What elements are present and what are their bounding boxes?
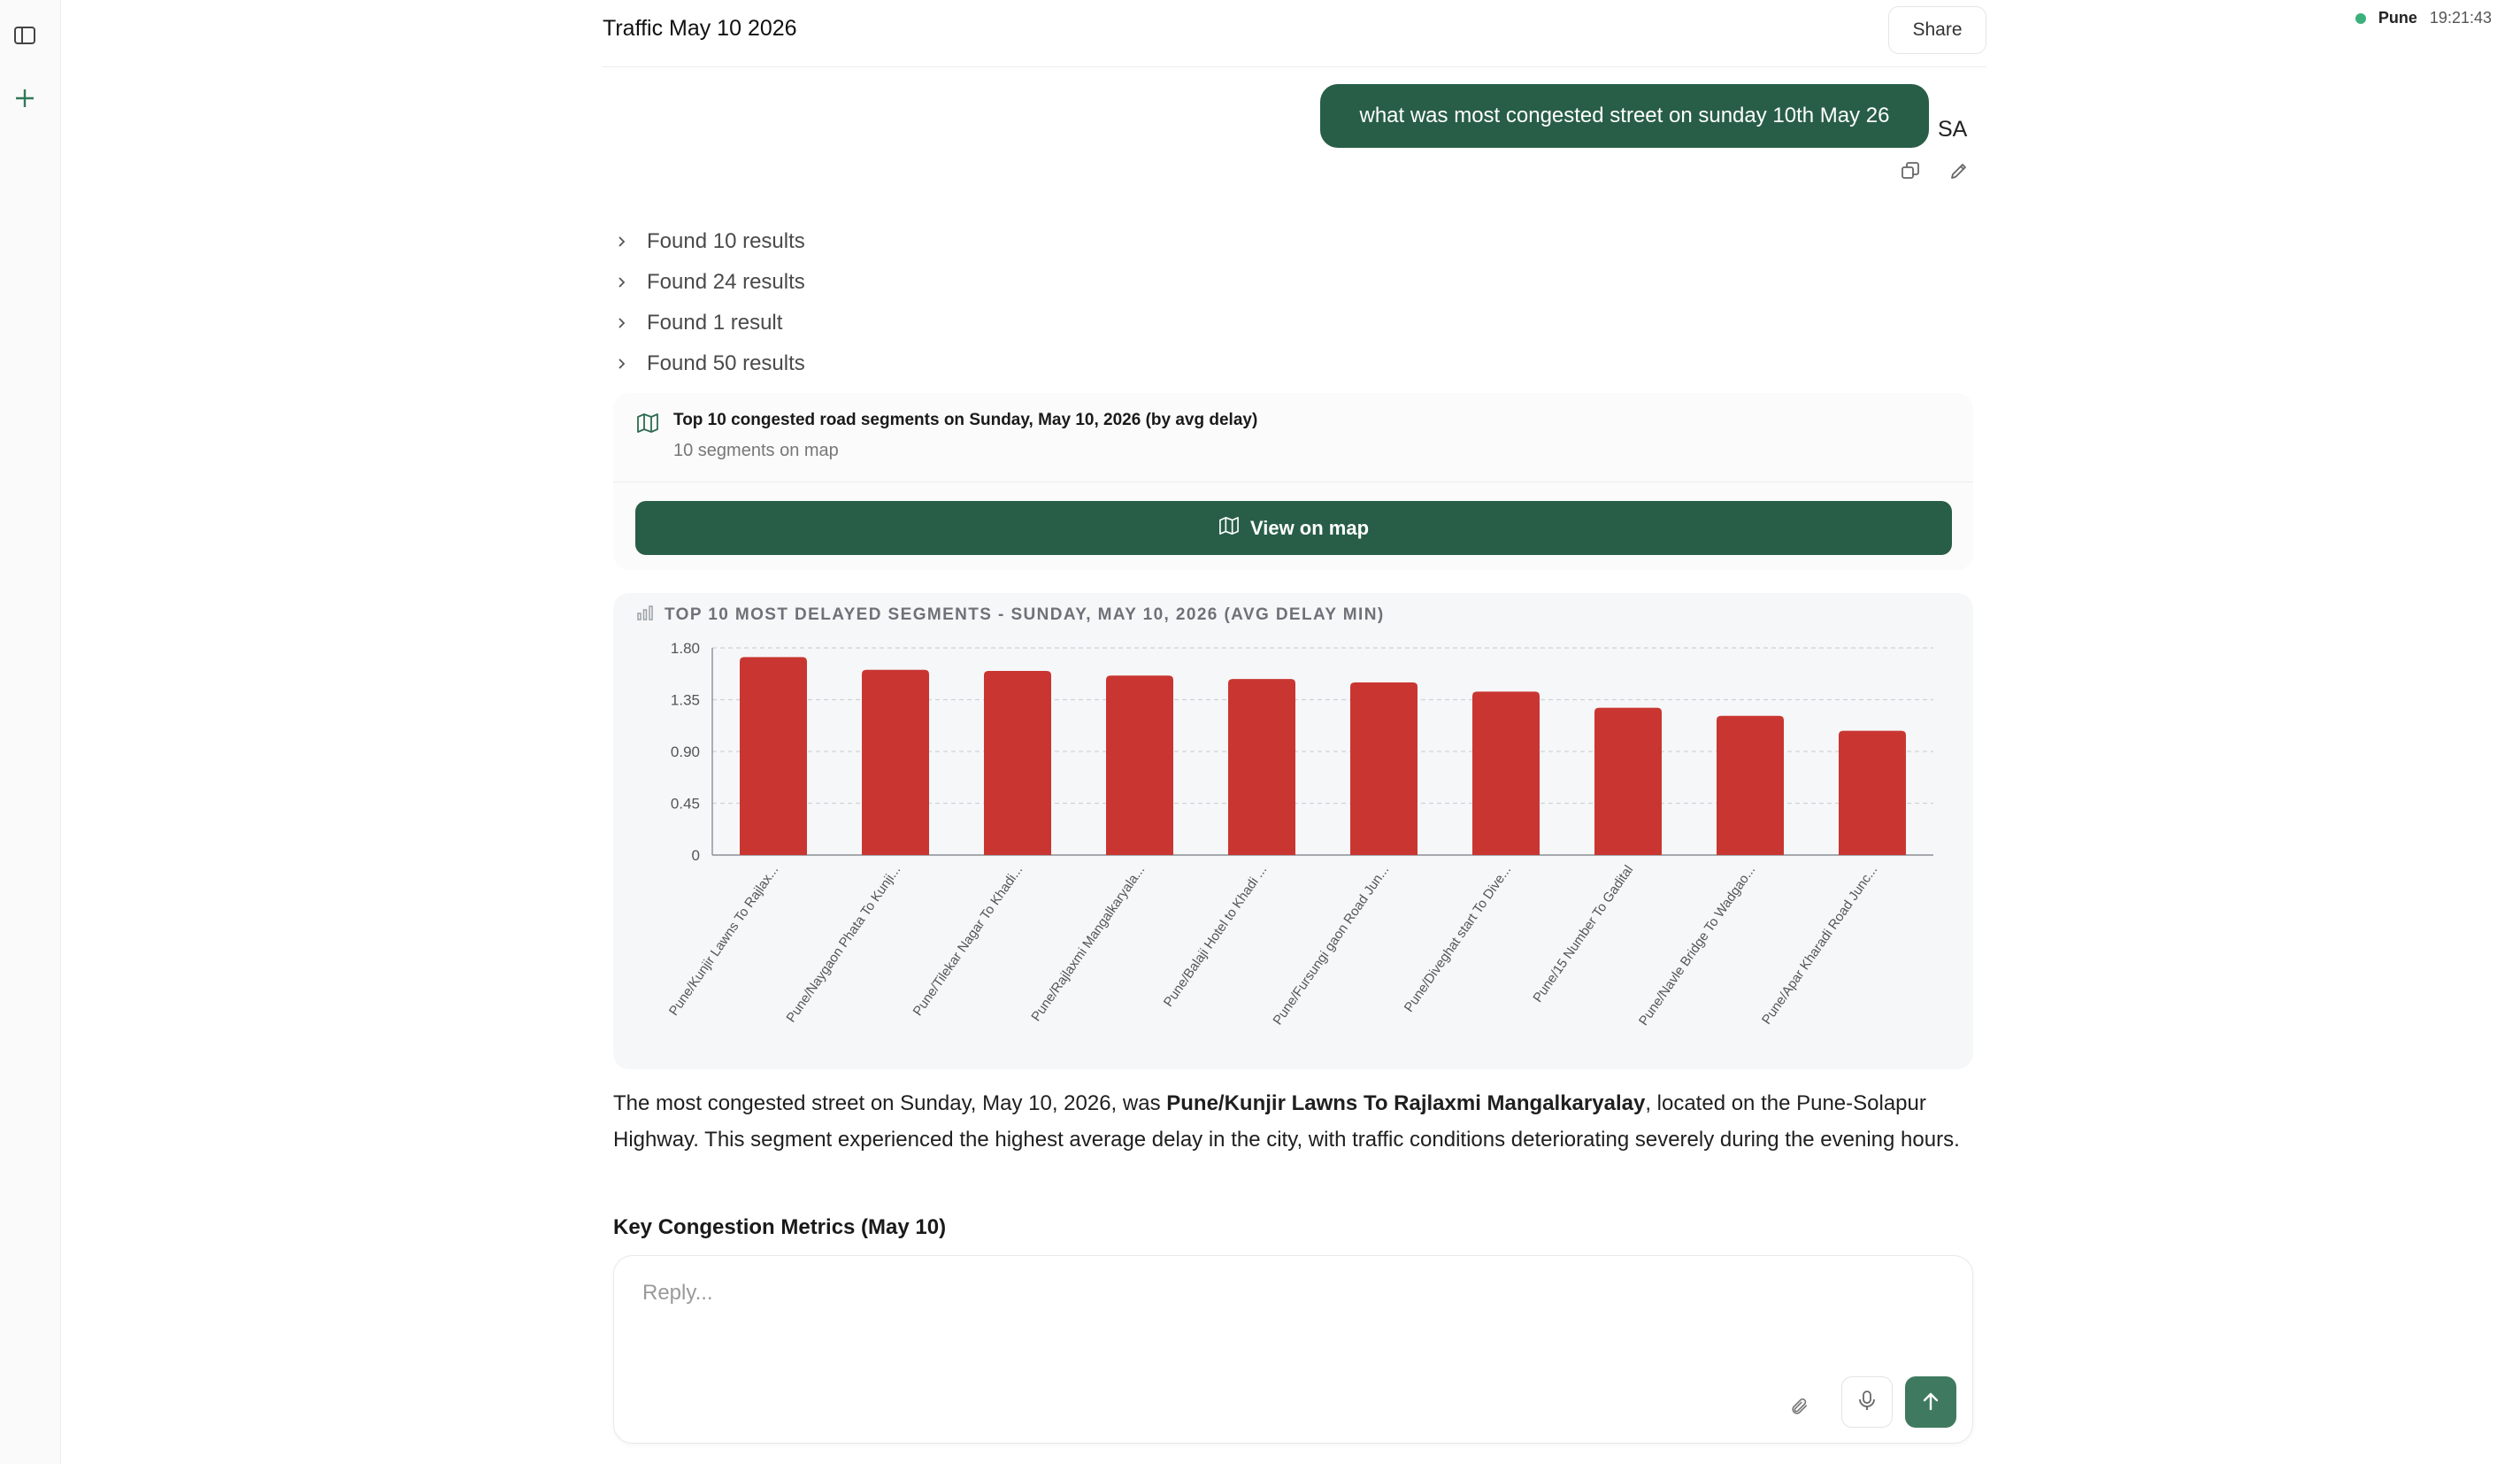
x-tick-label: Pune/Diveghat start To Dive... bbox=[1401, 862, 1515, 1015]
search-result-toggle[interactable] bbox=[615, 303, 805, 343]
y-tick-label: 0.45 bbox=[670, 795, 700, 813]
x-tick-label: Pune/Fursungi gaon Road Jun... bbox=[1270, 862, 1393, 1029]
y-tick-label: 0.90 bbox=[670, 744, 700, 760]
chart-bar bbox=[1594, 708, 1662, 855]
sidebar bbox=[0, 0, 61, 1464]
chart-bar bbox=[1228, 679, 1295, 855]
view-on-map-label: View on map bbox=[1249, 516, 1370, 539]
chevron-right-icon bbox=[615, 317, 647, 329]
search-result-toggle[interactable] bbox=[615, 221, 805, 262]
chart-bar bbox=[984, 671, 1051, 855]
chart-header bbox=[636, 604, 1385, 626]
chart-bar bbox=[1839, 731, 1906, 855]
chart-title: TOP 10 MOST DELAYED SEGMENTS - SUNDAY, MAY 10, 2026 (AVG DELAY MIN) bbox=[665, 605, 1385, 624]
page-title: Traffic May 10 2026 bbox=[603, 16, 797, 41]
sidebar-toggle-icon[interactable] bbox=[9, 19, 41, 51]
y-tick-label: 1.35 bbox=[670, 691, 700, 709]
search-result-toggle[interactable] bbox=[615, 343, 805, 384]
chevron-right-icon bbox=[615, 235, 647, 248]
microphone-button[interactable] bbox=[1841, 1376, 1893, 1428]
map-card-subtitle: 10 segments on map bbox=[673, 441, 839, 460]
status-dot bbox=[2355, 13, 2366, 24]
user-message-bubble: what was most congested street on sunday 10th May 26 bbox=[1320, 84, 1929, 148]
new-chat-icon[interactable] bbox=[9, 82, 41, 114]
reply-composer bbox=[613, 1255, 1973, 1444]
x-tick-label: Pune/Rajlaxmi Mangalkaryala... bbox=[1028, 862, 1149, 1025]
map-card-header bbox=[613, 393, 1973, 482]
reply-input[interactable] bbox=[642, 1281, 1704, 1306]
answer-intro: The most congested street on Sunday, May 10, 2026, was bbox=[613, 1091, 1167, 1115]
chart-bar bbox=[862, 670, 929, 855]
chart-bar bbox=[740, 657, 807, 855]
share-button[interactable]: Share bbox=[1888, 6, 1986, 54]
status-bar bbox=[2355, 9, 2492, 27]
search-results-list bbox=[615, 221, 805, 384]
search-result-label: Found 1 result bbox=[647, 311, 783, 335]
x-tick-label: Pune/Naygaon Phata To Kunji... bbox=[783, 862, 904, 1026]
x-tick-label: Pune/Tilekar Nagar To Khadi... bbox=[910, 862, 1026, 1019]
answer-highlight: Pune/Kunjir Lawns To Rajlaxmi Mangalkaryalay bbox=[1166, 1091, 1646, 1115]
chevron-right-icon bbox=[615, 358, 647, 370]
chevron-right-icon bbox=[615, 276, 647, 289]
search-result-label: Found 50 results bbox=[647, 351, 805, 375]
search-result-label: Found 24 results bbox=[647, 270, 805, 294]
bar-chart bbox=[613, 593, 1973, 1069]
clock: 19:21:43 bbox=[2429, 9, 2492, 27]
map-icon bbox=[1218, 516, 1240, 541]
chart-bar bbox=[1717, 716, 1784, 855]
view-on-map-button[interactable] bbox=[635, 501, 1952, 555]
x-tick-label: Pune/Apar Kharadi Road Junc... bbox=[1758, 862, 1881, 1028]
map-icon bbox=[636, 412, 659, 438]
avatar: SA bbox=[1938, 117, 1968, 142]
x-tick-label: Pune/Navle Bridge To Wadgao... bbox=[1636, 862, 1759, 1029]
answer-rest: , located on the Pune-Solapur Highway. This segment experienced the highest average delay in the city, with traffic conditions deteriorating severely during the evening hours. bbox=[613, 1091, 1960, 1152]
copy-icon[interactable] bbox=[1895, 156, 1925, 186]
paperclip-icon[interactable] bbox=[1782, 1389, 1817, 1424]
microphone-icon bbox=[1857, 1390, 1877, 1415]
send-button[interactable] bbox=[1905, 1376, 1956, 1428]
search-result-label: Found 10 results bbox=[647, 229, 805, 253]
x-tick-label: Pune/Kunjir Lawns To Rajlax... bbox=[665, 862, 782, 1019]
assistant-answer bbox=[613, 1085, 1976, 1158]
x-tick-label: Pune/15 Number To Gadital bbox=[1530, 862, 1637, 1006]
city-label: Pune bbox=[2378, 9, 2417, 27]
edit-icon[interactable] bbox=[1944, 156, 1974, 186]
arrow-up-icon bbox=[1921, 1391, 1940, 1414]
y-tick-label: 1.80 bbox=[670, 640, 700, 657]
search-result-toggle[interactable] bbox=[615, 262, 805, 303]
x-tick-label: Pune/Balaji Hotel to Khadi ... bbox=[1160, 862, 1271, 1010]
chart-bar bbox=[1350, 682, 1418, 855]
map-card-title: Top 10 congested road segments on Sunday, May 10, 2026 (by avg delay) bbox=[673, 411, 1258, 429]
conversation-header bbox=[603, 0, 1986, 67]
chart-bar bbox=[1106, 675, 1173, 855]
chart-bar bbox=[1472, 691, 1540, 855]
chart-card bbox=[613, 593, 1973, 1069]
section-heading: Key Congestion Metrics (May 10) bbox=[613, 1215, 947, 1239]
bar-chart-icon bbox=[636, 604, 654, 626]
map-card bbox=[613, 393, 1973, 570]
y-tick-label: 0 bbox=[691, 847, 700, 864]
